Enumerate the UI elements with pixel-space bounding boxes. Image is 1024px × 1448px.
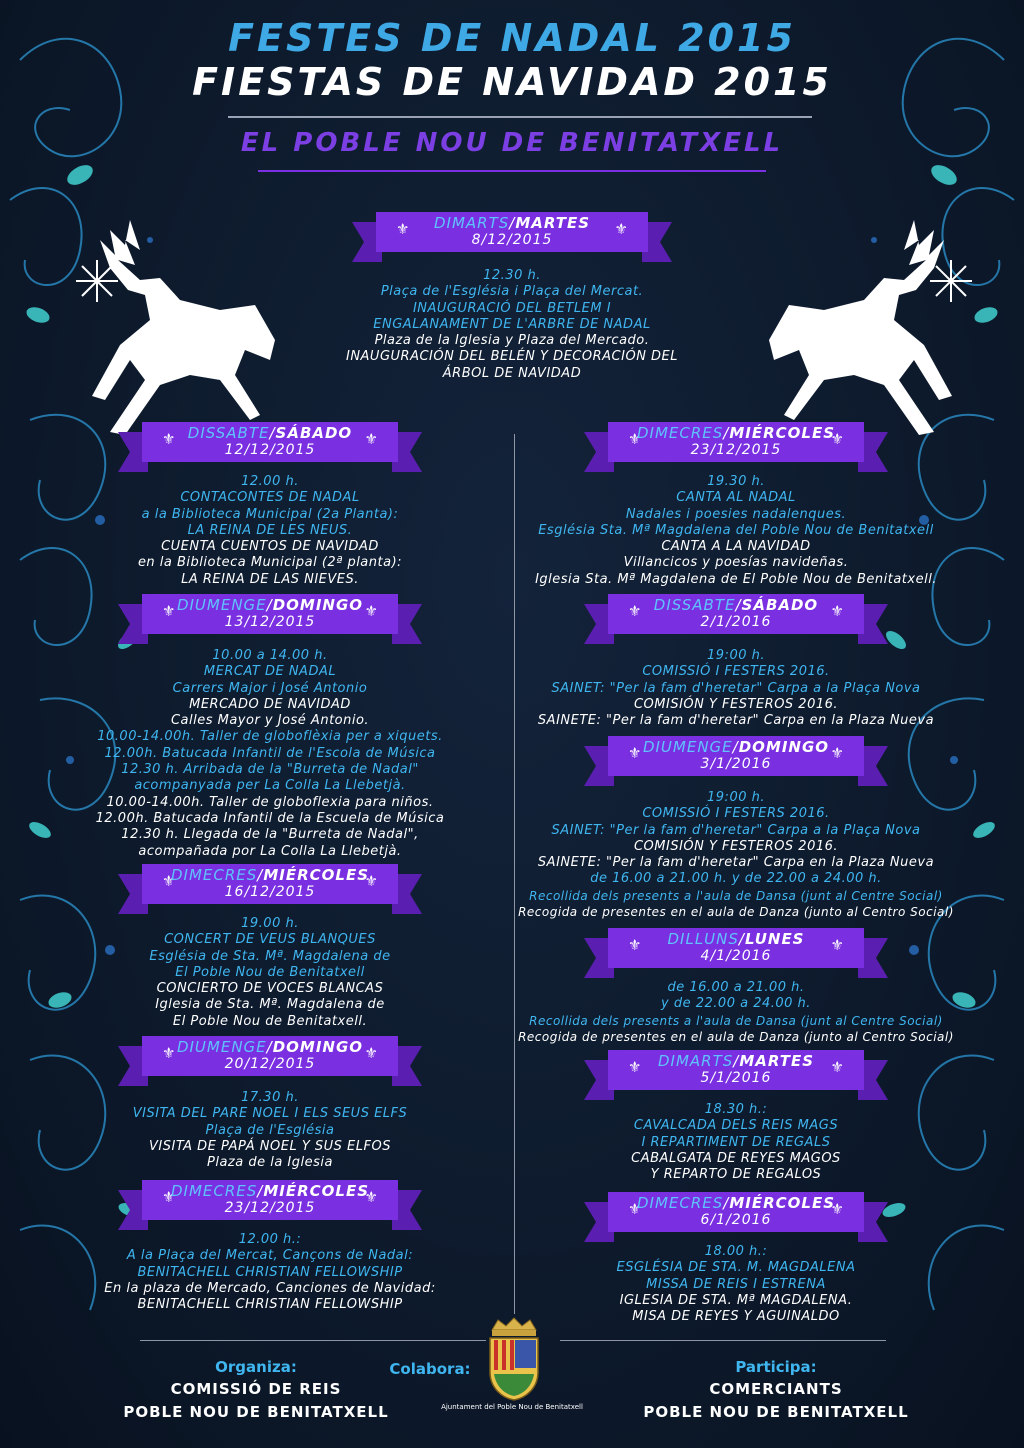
banner-date: 5/1/2016 — [700, 1070, 772, 1086]
event-details — [506, 1102, 966, 1183]
event-line: MERCAT DE NADAL — [203, 664, 337, 680]
fleur-de-lis-icon: ⚜ — [162, 872, 176, 890]
event-details — [50, 1232, 490, 1313]
event-line: 19:00 h. — [707, 648, 765, 663]
organiza-name — [116, 1378, 396, 1424]
day-catalan: DIMECRES — [170, 1182, 258, 1200]
event-line: CUENTA CUENTOS DE NAVIDAD — [161, 539, 379, 555]
event-details — [50, 648, 490, 860]
event-line: LA REINA DE LAS NIEVES. — [181, 571, 359, 587]
event-line: IGLESIA DE STA. Mª MAGDALENA. — [619, 1292, 853, 1308]
organiza-label: Organiza: — [215, 1358, 297, 1376]
event-line: CANTA AL NADAL — [676, 490, 796, 506]
column-divider — [514, 434, 515, 1314]
event-line: SAINETE: "Per la fam d'heretar" Carpa en la Plaza Nueva — [537, 855, 935, 871]
event-details — [506, 980, 966, 1045]
day-spanish: MIÉRCOLES — [729, 424, 836, 442]
fleur-de-lis-icon: ⚜ — [162, 430, 176, 448]
event-line: 12.00 h.: — [238, 1232, 302, 1247]
day-catalan: DIMECRES — [636, 1194, 724, 1212]
banner-date: 23/12/2015 — [224, 1200, 316, 1216]
event-line: de 16.00 a 21.00 h. y de 22.00 a 24.00 h. — [590, 871, 882, 887]
day-spanish: MIÉRCOLES — [263, 1182, 370, 1200]
participa-label: Participa: — [735, 1358, 817, 1376]
banner-day — [584, 738, 888, 756]
event-line: MISA DE REYES Y AGUINALDO — [632, 1309, 840, 1325]
event-line: 18.00 h.: — [704, 1244, 768, 1259]
footer-rule-right — [560, 1340, 886, 1341]
banner-day — [118, 866, 422, 884]
title-catalan: FESTES DE NADAL 2015 — [228, 16, 796, 60]
slash-separator: / — [735, 596, 742, 614]
event-line: Iglesia de Sta. Mª. Magdalena de — [155, 997, 385, 1013]
date-banner — [352, 208, 672, 264]
banner-date: 8/12/2015 — [471, 232, 553, 248]
event-line: acompanyada per La Colla La Llebetjà. — [134, 778, 406, 794]
slash-separator: / — [723, 424, 730, 442]
fleur-de-lis-icon: ⚜ — [162, 1044, 176, 1062]
event-details — [50, 1090, 490, 1171]
event-line: COMISIÓN Y FESTEROS 2016. — [633, 696, 839, 712]
event-line: Y REPARTO DE REGALOS — [650, 1167, 822, 1183]
day-catalan: DIMARTS — [433, 214, 510, 232]
event-line: ÁRBOL DE NAVIDAD — [442, 365, 582, 381]
event-line: 19:00 h. — [707, 790, 765, 805]
organiza-line-1: COMISSIÓ DE REIS — [170, 1380, 342, 1398]
event-line: COMISIÓN Y FESTEROS 2016. — [633, 838, 839, 854]
day-spanish: MARTES — [515, 214, 591, 232]
slash-separator: / — [269, 424, 276, 442]
fleur-de-lis-icon: ⚜ — [830, 936, 844, 954]
fleur-de-lis-icon: ⚜ — [364, 1188, 378, 1206]
event-line: BENITACHELL CHRISTIAN FELLOWSHIP — [137, 1264, 403, 1280]
slash-separator: / — [738, 930, 745, 948]
event-line: 19.00 h. — [241, 916, 299, 931]
event-line: Iglesia Sta. Mª Magdalena de El Poble Nou de Benitatxell. — [535, 571, 937, 587]
participa-line-1: COMERCIANTS — [709, 1380, 843, 1398]
day-catalan: DIUMENGE — [176, 596, 267, 614]
event-line: LA REINA DE LES NEUS. — [187, 522, 353, 538]
event-line: Plaza de la Iglesia — [207, 1155, 333, 1171]
day-spanish: DOMINGO — [272, 596, 364, 614]
event-line: SAINET: "Per la fam d'heretar" Carpa a la Plaça Nova — [551, 822, 921, 838]
event-line: CONCIERTO DE VOCES BLANCAS — [156, 981, 384, 997]
event-line: CAVALCADA DELS REIS MAGS — [633, 1118, 839, 1134]
event-line: 12.00h. Batucada Infantil de l'Escola de Música — [104, 745, 436, 761]
event-line: CABALGATA DE REYES MAGOS — [631, 1150, 841, 1166]
date-banner — [584, 1046, 888, 1102]
event-line: 10.00-14.00h. Taller de globoflexia para niños. — [106, 794, 434, 810]
event-line: MISSA DE REIS I ESTRENA — [646, 1276, 826, 1292]
day-spanish: SÁBADO — [275, 424, 353, 442]
slash-separator: / — [257, 866, 264, 884]
event-line: CONTACONTES DE NADAL — [180, 490, 360, 506]
event-line: Plaza de la Iglesia y Plaza del Mercado. — [374, 333, 650, 349]
event-line: de 16.00 a 21.00 h. — [667, 980, 805, 995]
event-details — [50, 916, 490, 1030]
fleur-de-lis-icon: ⚜ — [830, 1058, 844, 1076]
event-line: 10.00-14.00h. Taller de globoflèxia per a xiquets. — [97, 729, 443, 745]
reindeer-left-icon — [70, 210, 290, 450]
date-banner — [118, 590, 422, 646]
banner-day — [118, 424, 422, 442]
event-line: Recogida de presentes en el aula de Danza (junto al Centro Social) — [518, 905, 954, 920]
event-line: Plaça de l'Església — [205, 1122, 335, 1138]
event-line: Nadales i poesies nadalenques. — [625, 506, 847, 522]
event-line: 17.30 h. — [241, 1090, 299, 1105]
event-line: El Poble Nou de Benitatxell. — [172, 1013, 368, 1029]
event-line: 18.30 h.: — [704, 1102, 768, 1117]
organiza-line-2: POBLE NOU DE BENITATXELL — [123, 1403, 389, 1421]
event-line: acompañada por La Colla La Llebetjà. — [138, 843, 402, 859]
event-line: a la Biblioteca Municipal (2a Planta): — [141, 506, 399, 522]
day-catalan: DIMECRES — [636, 424, 724, 442]
event-line: En la plaza de Mercado, Canciones de Navidad: — [104, 1280, 436, 1296]
crest-caption: Ajuntament del Poble Nou de Benitatxell — [441, 1403, 583, 1411]
event-details — [302, 268, 722, 382]
event-details — [50, 474, 490, 588]
fleur-de-lis-icon: ⚜ — [628, 1200, 642, 1218]
fleur-de-lis-icon: ⚜ — [830, 602, 844, 620]
reindeer-right-icon — [754, 210, 974, 450]
event-line: y de 22.00 a 24.00 h. — [661, 996, 811, 1012]
fleur-de-lis-icon: ⚜ — [830, 744, 844, 762]
event-line: 10.00 a 14.00 h. — [212, 648, 328, 663]
event-line: Església Sta. Mª Magdalena del Poble Nou de Benitatxell — [538, 522, 934, 538]
date-banner — [118, 1176, 422, 1232]
title-spanish: FIESTAS DE NAVIDAD 2015 — [192, 60, 832, 104]
day-spanish: DOMINGO — [272, 1038, 364, 1056]
banner-day — [584, 930, 888, 948]
day-spanish: MIÉRCOLES — [263, 866, 370, 884]
banner-date: 4/1/2016 — [700, 948, 772, 964]
event-line: COMISSIÓ I FESTERS 2016. — [642, 806, 830, 822]
slash-separator: / — [266, 1038, 273, 1056]
colabora-label: Colabora: — [389, 1360, 471, 1378]
fleur-de-lis-icon: ⚜ — [628, 430, 642, 448]
day-catalan: DIMECRES — [170, 866, 258, 884]
slash-separator: / — [266, 596, 273, 614]
banner-date: 6/1/2016 — [700, 1212, 772, 1228]
event-line: CONCERT DE VEUS BLANQUES — [164, 932, 376, 948]
slash-separator: / — [723, 1194, 730, 1212]
event-line: Villancicos y poesías navideñas. — [623, 555, 849, 571]
fleur-de-lis-icon: ⚜ — [364, 602, 378, 620]
event-line: MERCADO DE NAVIDAD — [189, 696, 351, 712]
event-line: Església de Sta. Mª. Magdalena de — [149, 948, 391, 964]
event-line: en la Biblioteca Municipal (2ª planta): — [137, 555, 403, 571]
event-line: 12.30 h. Arribada de la "Burreta de Nadal" — [121, 762, 419, 778]
event-line: INAUGURACIÓ DEL BETLEM I — [412, 300, 612, 316]
date-banner — [584, 418, 888, 474]
banner-date: 16/12/2015 — [224, 884, 316, 900]
fleur-de-lis-icon: ⚜ — [364, 430, 378, 448]
banner-day — [584, 1052, 888, 1070]
day-catalan: DISSABTE — [187, 424, 270, 442]
day-spanish: LUNES — [744, 930, 805, 948]
event-line: 12.30 h. Llegada de la "Burreta de Nadal", — [121, 827, 419, 843]
date-banner — [118, 860, 422, 916]
banner-day — [352, 214, 672, 232]
day-catalan: DIMARTS — [657, 1052, 734, 1070]
subtitle-divider — [258, 170, 766, 172]
fleur-de-lis-icon: ⚜ — [364, 1044, 378, 1062]
banner-date: 23/12/2015 — [690, 442, 782, 458]
fleur-de-lis-icon: ⚜ — [162, 1188, 176, 1206]
header-divider — [228, 116, 812, 118]
event-line: ESGLÉSIA DE STA. M. MAGDALENA — [616, 1260, 856, 1276]
fleur-de-lis-icon: ⚜ — [162, 602, 176, 620]
event-line: INAUGURACIÓN DEL BELÉN Y DECORACIÓN DEL — [345, 349, 679, 365]
banner-date: 3/1/2016 — [700, 756, 772, 772]
fleur-de-lis-icon: ⚜ — [364, 872, 378, 890]
event-line: ENGALANAMENT DE L'ARBRE DE NADAL — [373, 316, 651, 332]
event-line: Recogida de presentes en el aula de Danza (junto al Centro Social) — [518, 1029, 954, 1044]
day-spanish: SÁBADO — [741, 596, 819, 614]
slash-separator: / — [257, 1182, 264, 1200]
event-line: 12.00 h. — [241, 474, 299, 489]
slash-separator: / — [732, 738, 739, 756]
banner-day — [584, 1194, 888, 1212]
event-line: Recollida dels presents a l'aula de Dansa (junt al Centre Social) — [529, 1013, 943, 1028]
event-line: VISITA DEL PARE NOEL I ELS SEUS ELFS — [132, 1106, 408, 1122]
day-spanish: MARTES — [739, 1052, 815, 1070]
event-line: Plaça de l'Església i Plaça del Mercat. — [380, 284, 644, 300]
fleur-de-lis-icon: ⚜ — [628, 744, 642, 762]
footer-rule-left — [140, 1340, 486, 1341]
banner-day — [118, 1182, 422, 1200]
banner-day — [584, 424, 888, 442]
banner-day — [118, 1038, 422, 1056]
date-banner — [584, 732, 888, 788]
participa-line-2: POBLE NOU DE BENITATXELL — [643, 1403, 909, 1421]
banner-date: 2/1/2016 — [700, 614, 772, 630]
banner-day — [118, 596, 422, 614]
subtitle: EL POBLE NOU DE BENITATXELL — [240, 128, 784, 158]
event-line: BENITACHELL CHRISTIAN FELLOWSHIP — [137, 1297, 403, 1313]
participa-name — [636, 1378, 916, 1424]
event-line: SAINET: "Per la fam d'heretar" Carpa a la Plaça Nova — [551, 680, 921, 696]
date-banner — [118, 1032, 422, 1088]
day-catalan: DISSABTE — [653, 596, 736, 614]
date-banner — [584, 1188, 888, 1244]
day-spanish: DOMINGO — [738, 738, 830, 756]
banner-day — [584, 596, 888, 614]
slash-separator: / — [509, 214, 516, 232]
fleur-de-lis-icon: ⚜ — [830, 430, 844, 448]
banner-date: 20/12/2015 — [224, 1056, 316, 1072]
day-catalan: DIUMENGE — [642, 738, 733, 756]
event-line: VISITA DE PAPÁ NOEL Y SUS ELFOS — [149, 1138, 391, 1154]
day-catalan: DIUMENGE — [176, 1038, 267, 1056]
event-line: COMISSIÓ I FESTERS 2016. — [642, 664, 830, 680]
fleur-de-lis-icon: ⚜ — [628, 1058, 642, 1076]
event-details — [506, 790, 966, 920]
event-details — [506, 474, 966, 588]
fleur-de-lis-icon: ⚜ — [614, 220, 628, 238]
banner-date: 13/12/2015 — [224, 614, 316, 630]
event-line: 12.00h. Batucada Infantil de la Escuela de Música — [95, 810, 445, 826]
event-line: SAINETE: "Per la fam d'heretar" Carpa en la Plaza Nueva — [537, 713, 935, 729]
event-line: Calles Mayor y José Antonio. — [170, 713, 370, 729]
fleur-de-lis-icon: ⚜ — [628, 936, 642, 954]
event-line: I REPARTIMENT DE REGALS — [641, 1134, 831, 1150]
date-banner — [584, 590, 888, 646]
day-spanish: MIÉRCOLES — [729, 1194, 836, 1212]
event-line: CANTA A LA NAVIDAD — [661, 539, 811, 555]
day-catalan: DILLUNS — [667, 930, 739, 948]
banner-date: 12/12/2015 — [224, 442, 316, 458]
municipal-crest-icon — [484, 1316, 544, 1402]
event-line: 19.30 h. — [707, 474, 765, 489]
event-line: A la Plaça del Mercat, Cançons de Nadal: — [126, 1248, 414, 1264]
event-line: Recollida dels presents a l'aula de Dansa (junt al Centre Social) — [529, 888, 943, 903]
slash-separator: / — [733, 1052, 740, 1070]
fleur-de-lis-icon: ⚜ — [830, 1200, 844, 1218]
event-details — [506, 648, 966, 729]
date-banner — [118, 418, 422, 474]
event-details — [506, 1244, 966, 1325]
event-line: Carrers Major i José Antonio — [172, 680, 368, 696]
fleur-de-lis-icon: ⚜ — [628, 602, 642, 620]
event-line: 12.30 h. — [483, 268, 541, 283]
event-line: El Poble Nou de Benitatxell — [175, 964, 365, 980]
date-banner — [584, 924, 888, 980]
fleur-de-lis-icon: ⚜ — [396, 220, 410, 238]
